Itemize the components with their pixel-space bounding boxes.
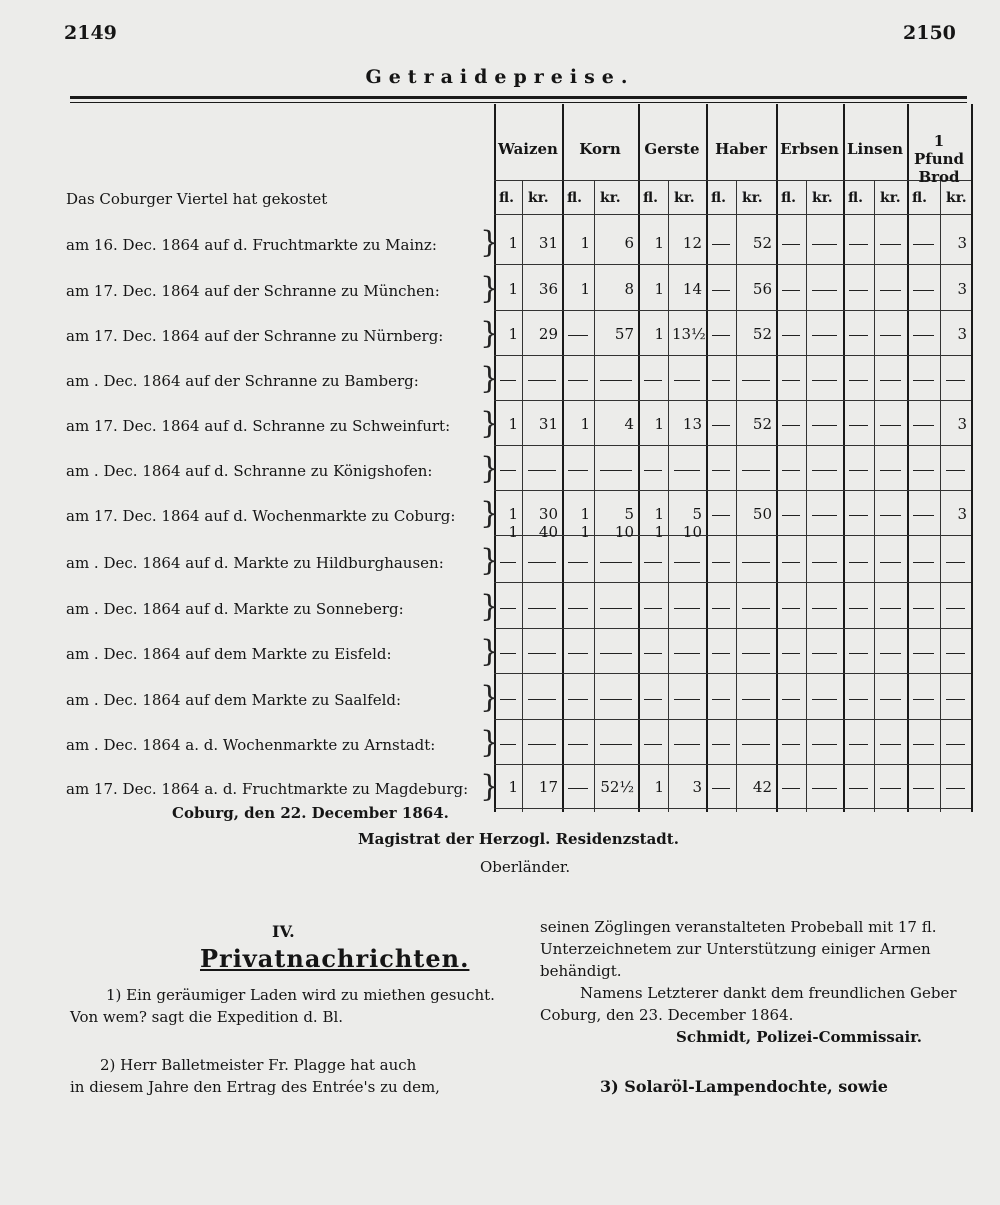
empty-dash — [946, 380, 965, 381]
price-value: 1 — [654, 415, 664, 433]
empty-dash — [880, 380, 901, 381]
empty-dash — [600, 744, 632, 745]
empty-dash — [913, 744, 934, 745]
empty-dash — [712, 744, 730, 745]
empty-dash — [880, 788, 901, 789]
row-line — [494, 673, 971, 674]
empty-dash — [568, 608, 588, 609]
empty-dash — [568, 470, 588, 471]
empty-dash — [880, 744, 901, 745]
price-value: 3 — [957, 415, 967, 433]
empty-dash — [913, 515, 934, 516]
empty-dash — [849, 290, 868, 291]
row-label: am . Dec. 1864 auf dem Markte zu Saalfeld: — [66, 691, 402, 709]
price-value: 3 — [957, 505, 967, 523]
empty-dash — [849, 380, 868, 381]
empty-dash — [913, 380, 934, 381]
empty-dash — [849, 562, 868, 563]
empty-dash — [742, 470, 770, 471]
price-value: 1 — [508, 415, 518, 433]
empty-dash — [712, 699, 730, 700]
row-line — [494, 400, 971, 401]
empty-dash — [644, 608, 662, 609]
empty-dash — [812, 425, 837, 426]
row-line — [494, 355, 971, 356]
price-value: 3 — [957, 280, 967, 298]
price-value-secondary: 40 — [538, 523, 558, 541]
unit-label: fl. — [781, 190, 797, 206]
price-value-secondary: 1 — [654, 523, 664, 541]
empty-dash — [880, 515, 901, 516]
empty-dash — [600, 608, 632, 609]
row-line — [494, 490, 971, 491]
empty-dash — [849, 653, 868, 654]
price-value: 13 — [682, 415, 702, 433]
row-brace: } — [480, 680, 500, 715]
empty-dash — [913, 699, 934, 700]
empty-dash — [812, 335, 837, 336]
row-line — [494, 808, 971, 809]
empty-dash — [782, 699, 800, 700]
price-value: 5 — [624, 505, 634, 523]
empty-dash — [913, 653, 934, 654]
empty-dash — [812, 788, 837, 789]
row-brace: } — [480, 406, 500, 441]
empty-dash — [742, 380, 770, 381]
empty-dash — [782, 515, 800, 516]
empty-dash — [712, 653, 730, 654]
price-value: 6 — [624, 234, 634, 252]
empty-dash — [880, 699, 901, 700]
price-value: 1 — [508, 280, 518, 298]
table-intro: Das Coburger Viertel hat gekostet — [66, 190, 328, 208]
unit-label: fl. — [912, 190, 928, 206]
column-line — [706, 104, 708, 812]
row-label: am . Dec. 1864 auf d. Markte zu Hildburghausen: — [66, 554, 444, 572]
price-value: 4 — [624, 415, 634, 433]
price-value: 1 — [654, 325, 664, 343]
price-value: 1 — [580, 280, 590, 298]
title-rule-bottom — [70, 102, 967, 103]
unit-label: fl. — [848, 190, 864, 206]
empty-dash — [782, 470, 800, 471]
row-line — [494, 582, 971, 583]
row-label: am 16. Dec. 1864 auf d. Fruchtmarkte zu Mainz: — [66, 236, 437, 254]
empty-dash — [528, 608, 556, 609]
empty-dash — [644, 380, 662, 381]
empty-dash — [782, 425, 800, 426]
subcolumn-line — [940, 180, 941, 812]
empty-dash — [880, 608, 901, 609]
empty-dash — [946, 470, 965, 471]
unit-label: kr. — [880, 190, 901, 206]
empty-dash — [528, 380, 556, 381]
row-brace: } — [480, 725, 500, 760]
row-brace: } — [480, 496, 500, 531]
column-header: Linsen — [846, 140, 904, 158]
empty-dash — [568, 744, 588, 745]
empty-dash — [849, 788, 868, 789]
price-value: 1 — [580, 505, 590, 523]
unit-label: fl. — [711, 190, 727, 206]
empty-dash — [600, 562, 632, 563]
row-label: am 17. Dec. 1864 auf der Schranne zu München: — [66, 282, 440, 300]
column-line — [907, 104, 909, 812]
empty-dash — [880, 290, 901, 291]
subcolumn-line — [522, 180, 523, 812]
column-line — [843, 104, 845, 812]
empty-dash — [644, 653, 662, 654]
empty-dash — [812, 562, 837, 563]
empty-dash — [528, 744, 556, 745]
price-value: 1 — [580, 415, 590, 433]
header-line — [494, 180, 971, 181]
empty-dash — [568, 788, 588, 789]
unit-label: kr. — [528, 190, 549, 206]
price-value: 56 — [752, 280, 772, 298]
empty-dash — [568, 699, 588, 700]
price-value: 5 — [692, 505, 702, 523]
column-header: Erbsen — [780, 140, 839, 158]
empty-dash — [600, 699, 632, 700]
price-value: 31 — [538, 234, 558, 252]
empty-dash — [849, 699, 868, 700]
price-value: 1 — [508, 325, 518, 343]
empty-dash — [674, 653, 700, 654]
empty-dash — [946, 562, 965, 563]
empty-dash — [849, 470, 868, 471]
row-brace: } — [480, 634, 500, 669]
empty-dash — [782, 653, 800, 654]
right-text-line-3: behändigt. — [540, 962, 622, 980]
column-header: Korn — [579, 140, 621, 158]
price-value: 13½ — [672, 325, 706, 343]
price-value-secondary: 10 — [614, 523, 634, 541]
row-brace: } — [480, 361, 500, 396]
empty-dash — [913, 470, 934, 471]
empty-dash — [913, 244, 934, 245]
empty-dash — [880, 562, 901, 563]
empty-dash — [849, 744, 868, 745]
empty-dash — [674, 380, 700, 381]
row-brace: } — [480, 316, 500, 351]
empty-dash — [946, 788, 965, 789]
empty-dash — [812, 515, 837, 516]
empty-dash — [946, 744, 965, 745]
empty-dash — [674, 562, 700, 563]
empty-dash — [568, 380, 588, 381]
unit-label: fl. — [643, 190, 659, 206]
empty-dash — [782, 608, 800, 609]
section-number: IV. — [272, 922, 295, 941]
empty-dash — [782, 335, 800, 336]
empty-dash — [742, 562, 770, 563]
empty-dash — [712, 608, 730, 609]
empty-dash — [812, 244, 837, 245]
price-value: 3 — [957, 325, 967, 343]
empty-dash — [913, 335, 934, 336]
price-value-secondary: 1 — [580, 523, 590, 541]
unit-label: kr. — [674, 190, 695, 206]
row-label: am . Dec. 1864 auf der Schranne zu Bamberg: — [66, 372, 419, 390]
empty-dash — [812, 653, 837, 654]
empty-dash — [528, 470, 556, 471]
column-header: Waizen — [498, 140, 558, 158]
row-label: am . Dec. 1864 auf d. Schranne zu Königshofen: — [66, 462, 433, 480]
empty-dash — [880, 470, 901, 471]
row-brace: } — [480, 451, 500, 486]
empty-dash — [568, 653, 588, 654]
column-line — [971, 104, 973, 812]
empty-dash — [742, 699, 770, 700]
column-line — [638, 104, 640, 812]
empty-dash — [600, 653, 632, 654]
empty-dash — [849, 425, 868, 426]
empty-dash — [500, 608, 516, 609]
empty-dash — [568, 335, 588, 336]
empty-dash — [528, 699, 556, 700]
empty-dash — [712, 562, 730, 563]
column-line — [776, 104, 778, 812]
empty-dash — [782, 562, 800, 563]
empty-dash — [712, 425, 730, 426]
empty-dash — [712, 290, 730, 291]
price-value-secondary: 10 — [682, 523, 702, 541]
right-text-line-5: Coburg, den 23. December 1864. — [540, 1006, 794, 1024]
right-page-number: 2150 — [903, 22, 956, 44]
row-brace: } — [480, 271, 500, 306]
empty-dash — [600, 470, 632, 471]
right-text-line-4: Namens Letzterer dankt dem freundlichen Geber — [580, 984, 957, 1002]
unit-label: kr. — [600, 190, 621, 206]
empty-dash — [742, 653, 770, 654]
row-label: am 17. Dec. 1864 auf d. Wochenmarkte zu Coburg: — [66, 507, 456, 525]
empty-dash — [500, 470, 516, 471]
row-label: am 17. Dec. 1864 a. d. Fruchtmarkte zu Magdeburg: — [66, 780, 469, 798]
empty-dash — [812, 470, 837, 471]
empty-dash — [782, 290, 800, 291]
empty-dash — [812, 290, 837, 291]
row-label: am . Dec. 1864 auf dem Markte zu Eisfeld: — [66, 645, 392, 663]
price-value: 52 — [752, 325, 772, 343]
unit-label: fl. — [499, 190, 515, 206]
price-value: 1 — [654, 505, 664, 523]
price-value-secondary: 1 — [508, 523, 518, 541]
unit-label: fl. — [567, 190, 583, 206]
row-line — [494, 764, 971, 765]
right-text-line-1: seinen Zöglingen veranstalteten Probeball mit 17 fl. — [540, 918, 937, 936]
empty-dash — [812, 608, 837, 609]
empty-dash — [849, 515, 868, 516]
empty-dash — [812, 699, 837, 700]
price-value: 1 — [508, 234, 518, 252]
empty-dash — [742, 608, 770, 609]
column-line — [562, 104, 564, 812]
empty-dash — [880, 653, 901, 654]
empty-dash — [528, 653, 556, 654]
empty-dash — [644, 744, 662, 745]
price-value: 3 — [957, 234, 967, 252]
subcolumn-line — [806, 180, 807, 812]
empty-dash — [782, 788, 800, 789]
title-rule-top — [70, 96, 967, 99]
empty-dash — [712, 244, 730, 245]
price-value: 1 — [508, 778, 518, 796]
empty-dash — [712, 788, 730, 789]
empty-dash — [712, 335, 730, 336]
empty-dash — [913, 788, 934, 789]
row-line — [494, 445, 971, 446]
empty-dash — [500, 380, 516, 381]
unit-label: kr. — [946, 190, 967, 206]
empty-dash — [913, 290, 934, 291]
row-brace: } — [480, 769, 500, 804]
row-line — [494, 264, 971, 265]
price-value: 31 — [538, 415, 558, 433]
footer-authority: Magistrat der Herzogl. Residenzstadt. — [358, 830, 679, 848]
unit-label: kr. — [812, 190, 833, 206]
empty-dash — [674, 699, 700, 700]
price-value: 8 — [624, 280, 634, 298]
row-brace: } — [480, 225, 500, 260]
price-value: 30 — [538, 505, 558, 523]
price-value: 50 — [752, 505, 772, 523]
price-value: 3 — [692, 778, 702, 796]
empty-dash — [849, 608, 868, 609]
price-value: 52½ — [600, 778, 634, 796]
empty-dash — [742, 744, 770, 745]
right-signature: Schmidt, Polizei-Commissair. — [676, 1028, 923, 1046]
unit-label: kr. — [742, 190, 763, 206]
page-title: Getraidepreise. — [365, 66, 635, 88]
empty-dash — [712, 470, 730, 471]
left-page-number: 2149 — [64, 22, 117, 44]
empty-dash — [600, 380, 632, 381]
unit-line — [494, 214, 971, 215]
price-value: 1 — [580, 234, 590, 252]
price-value: 52 — [752, 415, 772, 433]
subcolumn-line — [594, 180, 595, 812]
private-item-2-line-1: 2) Herr Balletmeister Fr. Plagge hat auch — [100, 1056, 417, 1074]
empty-dash — [500, 744, 516, 745]
price-value: 57 — [614, 325, 634, 343]
right-text-line-2: Unterzeichnetem zur Unterstützung einiger Armen — [540, 940, 931, 958]
row-brace: } — [480, 543, 500, 578]
price-value: 1 — [654, 778, 664, 796]
price-value: 12 — [682, 234, 702, 252]
empty-dash — [782, 244, 800, 245]
empty-dash — [712, 515, 730, 516]
price-value: 1 — [654, 280, 664, 298]
price-value: 52 — [752, 234, 772, 252]
column-header: 1 Pfund Brod — [913, 132, 965, 186]
price-value: 1 — [654, 234, 664, 252]
empty-dash — [782, 380, 800, 381]
empty-dash — [849, 244, 868, 245]
empty-dash — [500, 562, 516, 563]
empty-dash — [500, 699, 516, 700]
column-header: Gerste — [644, 140, 700, 158]
subcolumn-line — [874, 180, 875, 812]
row-line — [494, 628, 971, 629]
empty-dash — [812, 380, 837, 381]
private-item-2-line-2: in diesem Jahre den Ertrag des Entrée's zu dem, — [70, 1078, 440, 1096]
empty-dash — [712, 380, 730, 381]
empty-dash — [568, 562, 588, 563]
subcolumn-line — [736, 180, 737, 812]
footer-date: Coburg, den 22. December 1864. — [172, 804, 449, 822]
empty-dash — [674, 608, 700, 609]
empty-dash — [644, 470, 662, 471]
empty-dash — [849, 335, 868, 336]
empty-dash — [812, 744, 837, 745]
row-label: am 17. Dec. 1864 auf d. Schranne zu Schweinfurt: — [66, 417, 451, 435]
price-value: 1 — [508, 505, 518, 523]
price-value: 42 — [752, 778, 772, 796]
empty-dash — [946, 699, 965, 700]
empty-dash — [913, 562, 934, 563]
private-item-1: 1) Ein geräumiger Laden wird zu miethen gesucht. Von wem? sagt die Expedition d. Bl. — [70, 986, 495, 1026]
price-value: 29 — [538, 325, 558, 343]
row-brace: } — [480, 589, 500, 624]
price-value: 36 — [538, 280, 558, 298]
empty-dash — [674, 744, 700, 745]
price-value: 14 — [682, 280, 702, 298]
price-value: 17 — [538, 778, 558, 796]
empty-dash — [880, 425, 901, 426]
empty-dash — [528, 562, 556, 563]
column-header: Haber — [715, 140, 767, 158]
row-label: am 17. Dec. 1864 auf der Schranne zu Nürnberg: — [66, 327, 444, 345]
row-label: am . Dec. 1864 a. d. Wochenmarkte zu Arnstadt: — [66, 736, 436, 754]
footer-signature: Oberländer. — [480, 858, 571, 876]
empty-dash — [880, 335, 901, 336]
empty-dash — [782, 744, 800, 745]
private-item-3: 3) Solaröl-Lampendochte, sowie — [600, 1077, 888, 1096]
row-label: am . Dec. 1864 auf d. Markte zu Sonneberg: — [66, 600, 404, 618]
empty-dash — [913, 608, 934, 609]
section-title: Privatnachrichten. — [200, 944, 470, 973]
empty-dash — [913, 425, 934, 426]
row-line — [494, 310, 971, 311]
empty-dash — [500, 653, 516, 654]
empty-dash — [674, 470, 700, 471]
empty-dash — [644, 699, 662, 700]
subcolumn-line — [668, 180, 669, 812]
empty-dash — [946, 653, 965, 654]
empty-dash — [644, 562, 662, 563]
empty-dash — [880, 244, 901, 245]
empty-dash — [946, 608, 965, 609]
row-line — [494, 719, 971, 720]
